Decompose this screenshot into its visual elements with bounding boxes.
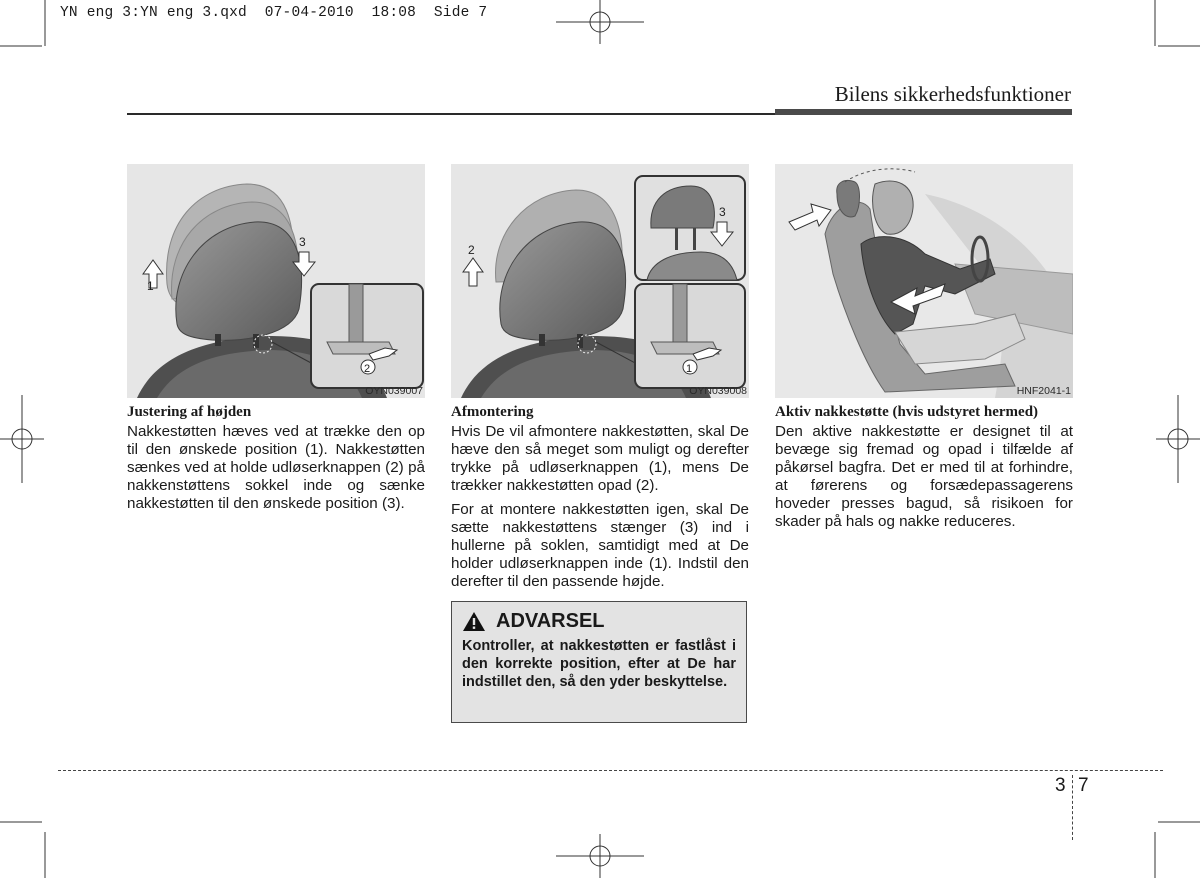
callout-1: 1	[147, 279, 154, 293]
callout-2: 2	[364, 363, 371, 375]
section-active-headrest	[775, 403, 1073, 531]
warning-box	[451, 601, 747, 723]
detail-inset-top	[635, 176, 745, 280]
section-height-adjustment	[127, 403, 425, 513]
registration-mark-bottom	[556, 834, 644, 878]
warning-text: Kontroller, at nakkestøtten er fastlåst i den korrekte position, efter at De har indstillet den, så den yder beskyttelse.	[462, 638, 736, 690]
slug-file: YN eng 3:YN eng 3.qxd	[60, 5, 247, 21]
figure-active-headrest	[775, 164, 1073, 398]
header-rule	[127, 113, 775, 115]
section-paragraph: For at montere nakkestøtten igen, skal De sætte nakkestøttens stænger (3) ind i hullerne på soklen, samtidigt med at De holder udløserknappen inde (1). Indstil den derefter til den passende højde.	[451, 501, 749, 590]
page-number-chapter: 3	[1055, 775, 1066, 796]
warning-header	[462, 610, 736, 633]
active-headrest-illustration	[775, 164, 1073, 398]
detail-inset-bottom	[635, 284, 745, 388]
page-number: 7	[1078, 775, 1089, 796]
registration-mark-right	[1156, 395, 1200, 483]
figure-height-adjustment	[127, 164, 425, 398]
figure-code: OYN039008	[689, 385, 747, 397]
section-heading: Afmontering	[451, 404, 534, 420]
figure-removal	[451, 164, 749, 398]
section-paragraph: Nakkestøtten hæves ved at trække den op til den ønskede position (1). Nakkestøtten sænkes ved at holde udløserknappen (2) på nakkenstøttens sokkel inde og sænke nakkestøtten til den ønskede position (3).	[127, 423, 425, 512]
callout-2: 2	[468, 243, 475, 257]
section-paragraph: Hvis De vil afmontere nakkestøtten, skal De hæve den så meget som muligt og derefter trykke på udløserknappen (1), mens De trækker nakkestøtten opad (2).	[451, 423, 749, 494]
headrest-removal-illustration	[451, 164, 749, 398]
warning-triangle-icon	[462, 611, 486, 632]
warning-title: ADVARSEL	[496, 610, 605, 632]
chapter-title: Bilens sikkerhedsfunktioner	[834, 82, 1071, 106]
callout-3: 3	[719, 205, 726, 219]
section-heading: Aktiv nakkestøtte (hvis udstyret hermed)	[775, 404, 1039, 420]
header-rule-accent	[775, 109, 1072, 115]
printer-slug	[60, 5, 487, 21]
slug-date: 07-04-2010	[264, 5, 354, 21]
section-heading: Justering af højden	[127, 404, 252, 420]
footer-rule	[58, 770, 1163, 771]
callout-3: 3	[299, 235, 306, 249]
footer-divider	[1072, 775, 1073, 840]
slug-time: 18:08	[371, 5, 417, 21]
registration-mark-left	[0, 395, 44, 483]
slug-side: Side 7	[433, 5, 488, 21]
headrest-height-illustration	[127, 164, 425, 398]
figure-code: HNF2041-1	[1016, 385, 1071, 397]
section-paragraph: Den aktive nakkestøtte er designet til at bevæge sig fremad og opad i tilfælde af påkørsel bagfra. Det er med til at forhindre, at førerens og forsædepassagerens hoveder presses bagud, så risikoen for skader på hals og nakke reduceres.	[775, 423, 1073, 530]
detail-inset	[311, 284, 423, 388]
section-removal	[451, 403, 749, 591]
callout-1: 1	[686, 363, 693, 375]
registration-mark-top	[556, 0, 644, 44]
figure-code: OYN039007	[365, 385, 423, 397]
up-arrow-icon	[463, 258, 483, 286]
